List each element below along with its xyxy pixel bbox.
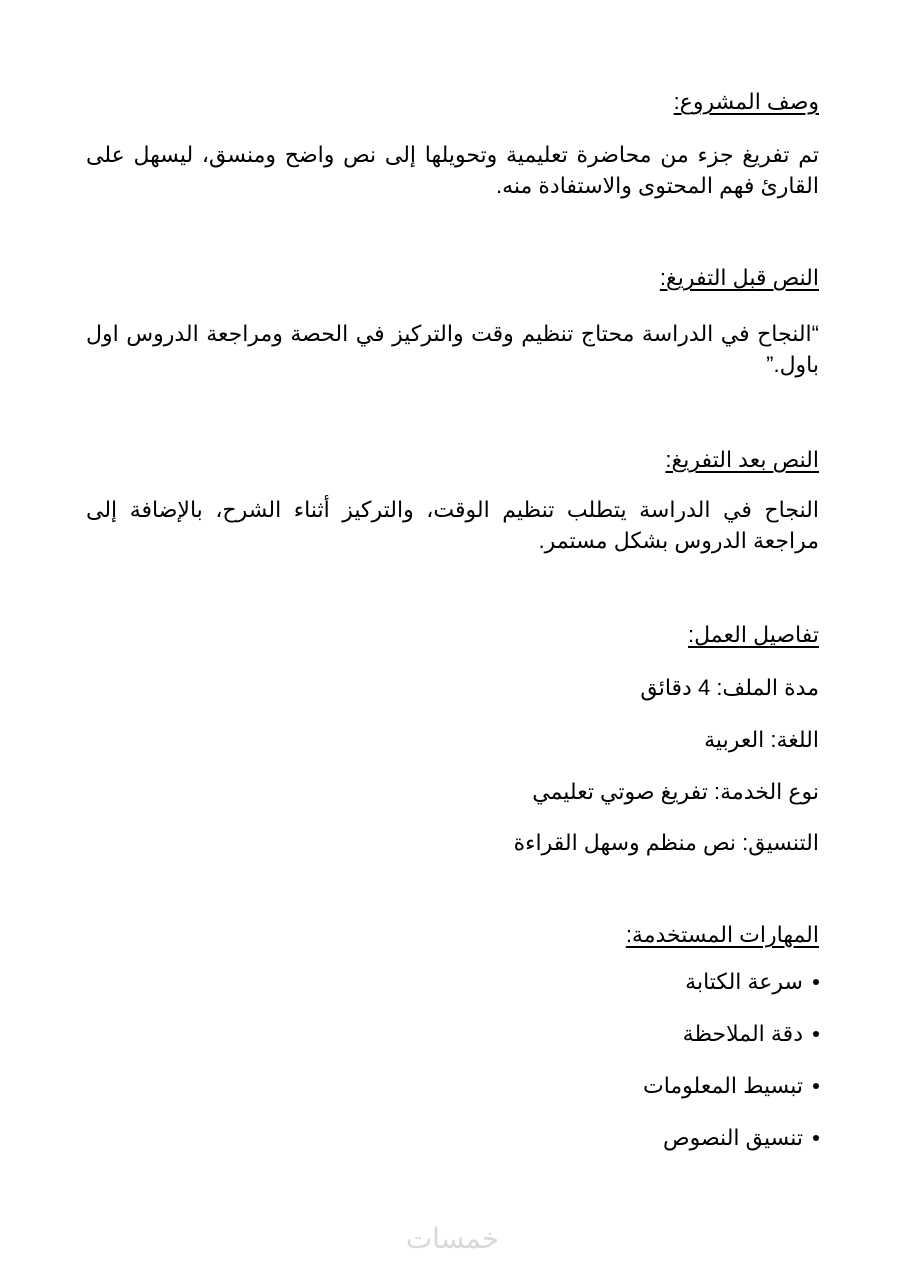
detail-service-type: نوع الخدمة: تفريغ صوتي تعليمي: [532, 779, 819, 804]
project-description-text: تم تفريغ جزء من محاضرة تعليمية وتحويلها إلى نص واضح ومنسق، ليسهل على القارئ فهم المحتوى والاستفادة منه.: [86, 142, 819, 198]
detail-duration: مدة الملف: 4 دقائق: [640, 675, 819, 700]
skill-label: سرعة الكتابة: [685, 969, 803, 994]
skill-label: تنسيق النصوص: [663, 1125, 803, 1150]
list-item: [643, 1020, 819, 1048]
work-details-heading: تفاصيل العمل:: [688, 622, 819, 647]
skill-label: تبسيط المعلومات: [642, 1073, 803, 1098]
watermark-logo: خمسات: [405, 1223, 500, 1254]
skills-heading: المهارات المستخدمة:: [625, 922, 819, 947]
skill-label: دقة الملاحظة: [682, 1021, 803, 1046]
bullet-icon: [813, 1031, 819, 1037]
list-item: [643, 1124, 819, 1152]
skills-list: [643, 968, 819, 1176]
project-description-heading: وصف المشروع:: [673, 89, 819, 114]
document-page: [86, 0, 819, 1280]
text-before-quote: “النجاح في الدراسة محتاج تنظيم وقت والتركيز في الحصة ومراجعة الدروس اول باول.”: [86, 321, 819, 377]
list-item: [643, 1072, 819, 1100]
detail-formatting: التنسيق: نص منظم وسهل القراءة: [513, 830, 819, 855]
text-before-heading: النص قبل التفريغ:: [659, 265, 819, 290]
list-item: [643, 968, 819, 996]
bullet-icon: [813, 979, 819, 985]
text-after-body: النجاح في الدراسة يتطلب تنظيم الوقت، والتركيز أثناء الشرح، بالإضافة إلى مراجعة الدروس بشكل مستمر.: [86, 497, 819, 553]
bullet-icon: [813, 1083, 819, 1089]
text-after-heading: النص بعد التفريغ:: [665, 447, 819, 472]
bullet-icon: [813, 1135, 819, 1141]
detail-language: اللغة: العربية: [704, 727, 819, 752]
